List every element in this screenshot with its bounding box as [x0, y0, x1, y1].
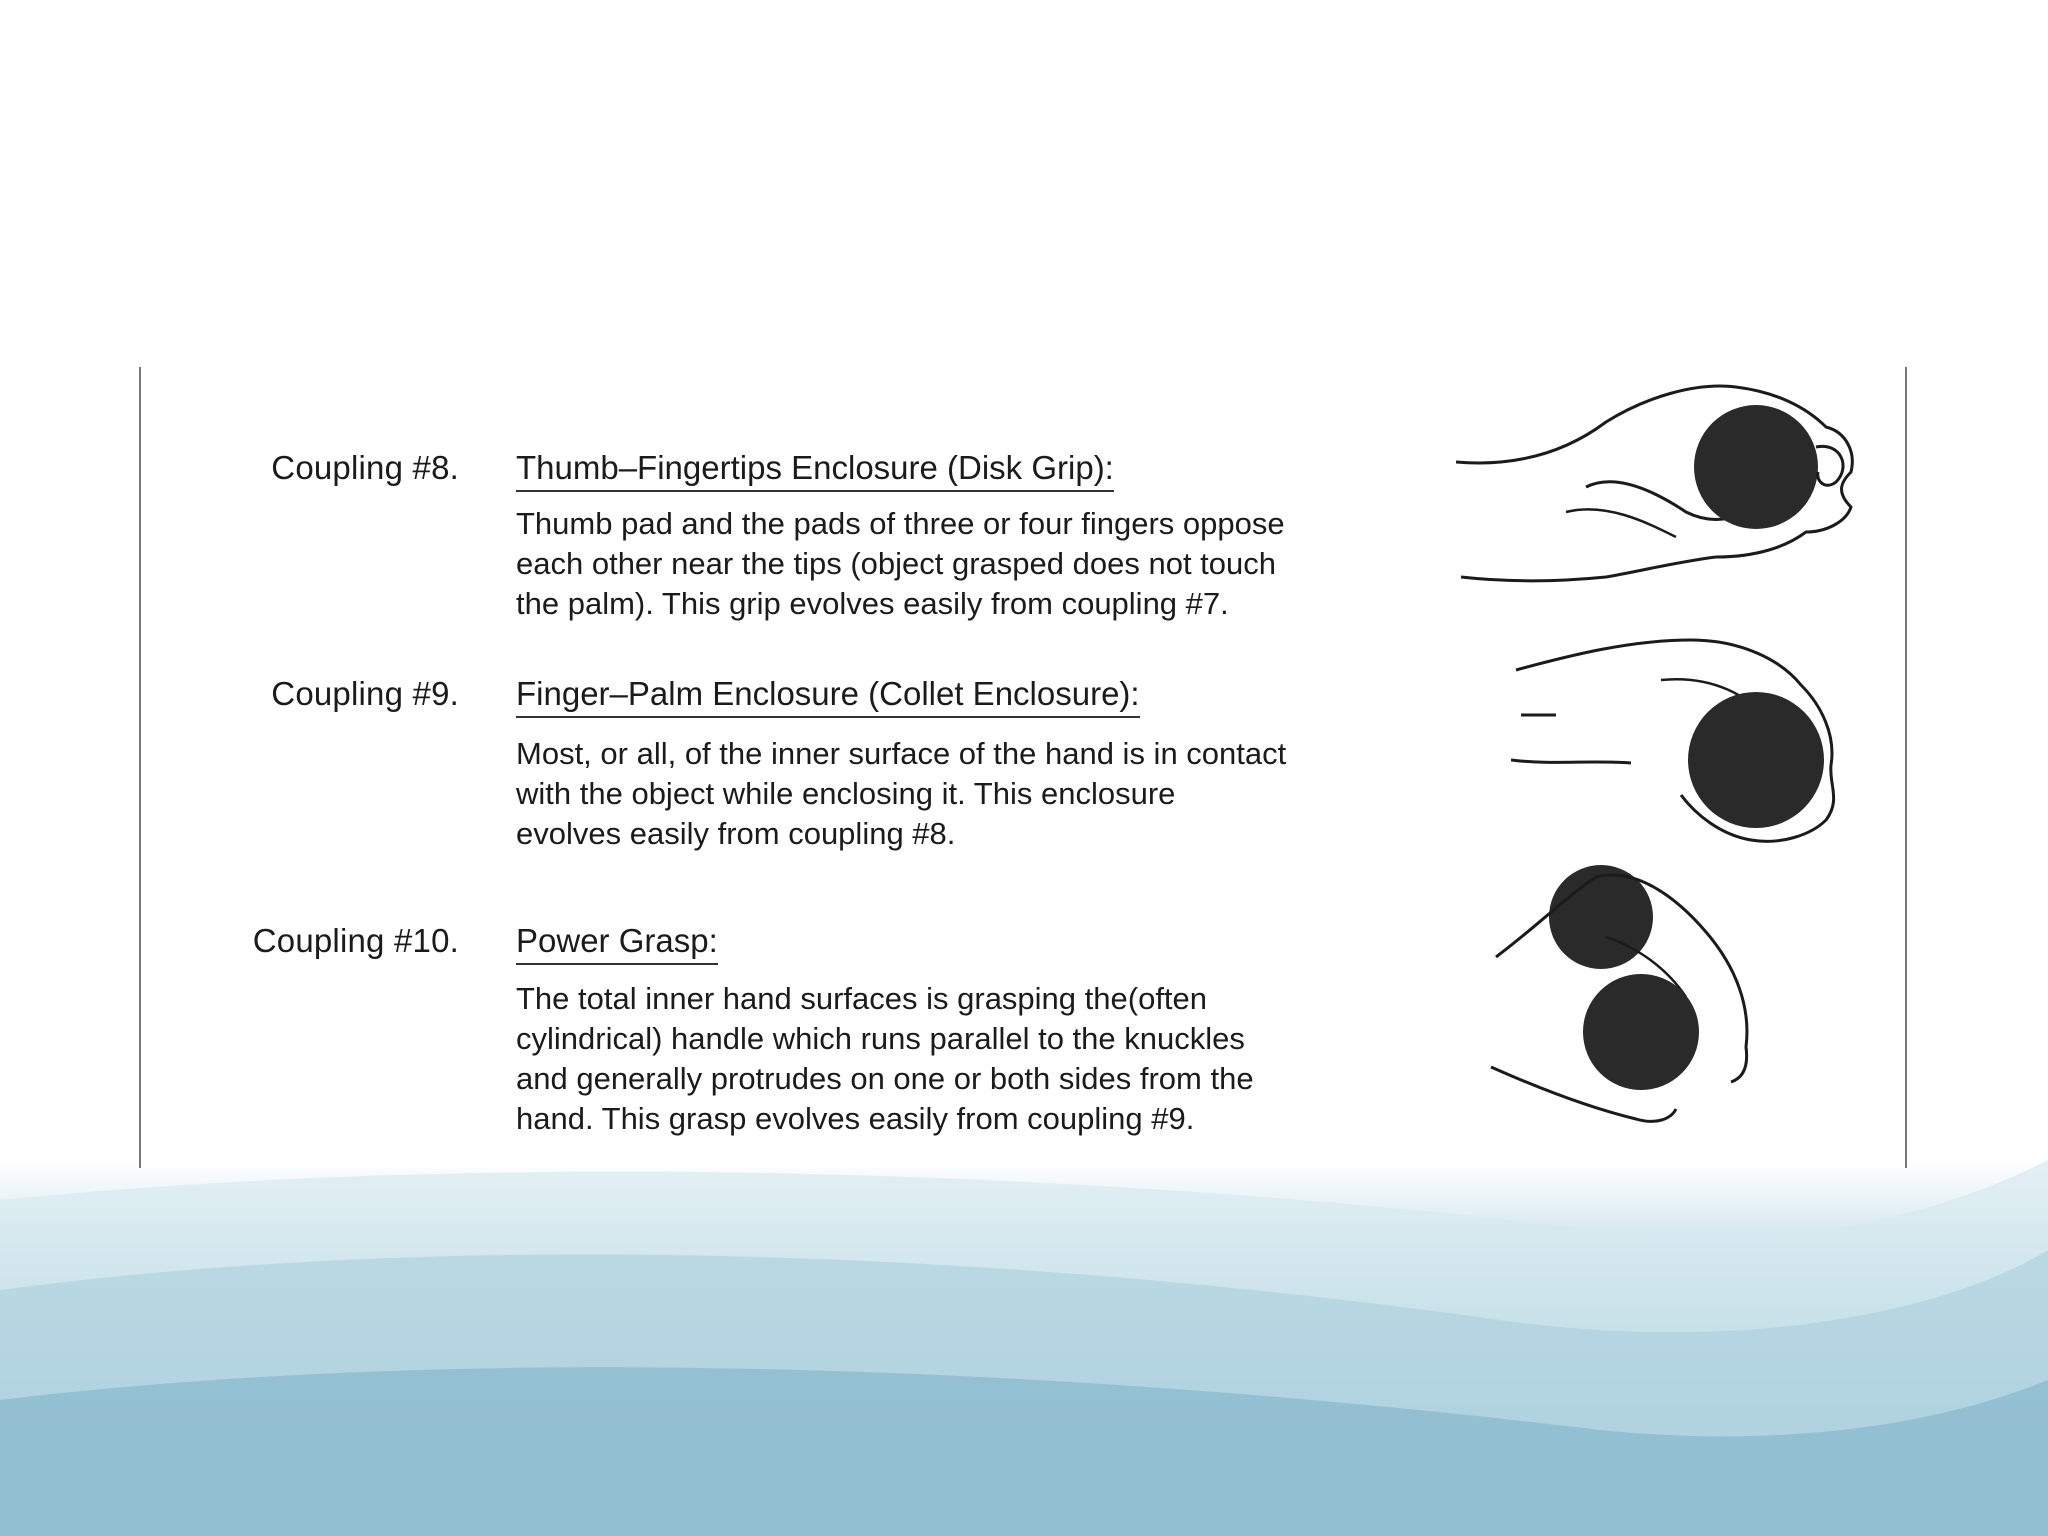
coupling-title: Finger–Palm Enclosure (Collet Enclosure): [516, 675, 1140, 718]
coupling-title: Thumb–Fingertips Enclosure (Disk Grip): [516, 449, 1114, 492]
power-grasp-hand-icon [1486, 857, 1906, 1137]
coupling-description: Most, or all, of the inner surface of the hand is in contact with the object while enclosing it. This enclosure evolves easily from coupling #8. [516, 736, 1287, 851]
disk-grip-hand-icon [1456, 372, 1976, 602]
background-wave [0, 1140, 2048, 1536]
coupling-description: Thumb pad and the pads of three or four fingers oppose each other near the tips (object grasped does not touch the palm). This grip evolves easily from coupling #7. [516, 506, 1285, 621]
coupling-title: Power Grasp: [516, 922, 718, 965]
coupling-label: Coupling #10. [252, 922, 459, 959]
coupling-label: Coupling #9. [271, 675, 459, 712]
coupling-description: The total inner hand surfaces is grasping the(often cylindrical) handle which runs parallel to the knuckles and generally protrudes on one or both sides from the hand. This grasp evolves easily from coupling #9. [516, 981, 1254, 1136]
collet-enclosure-hand-icon [1511, 635, 1951, 855]
coupling-figure-panel [139, 367, 1907, 1168]
coupling-label: Coupling #8. [271, 449, 459, 486]
